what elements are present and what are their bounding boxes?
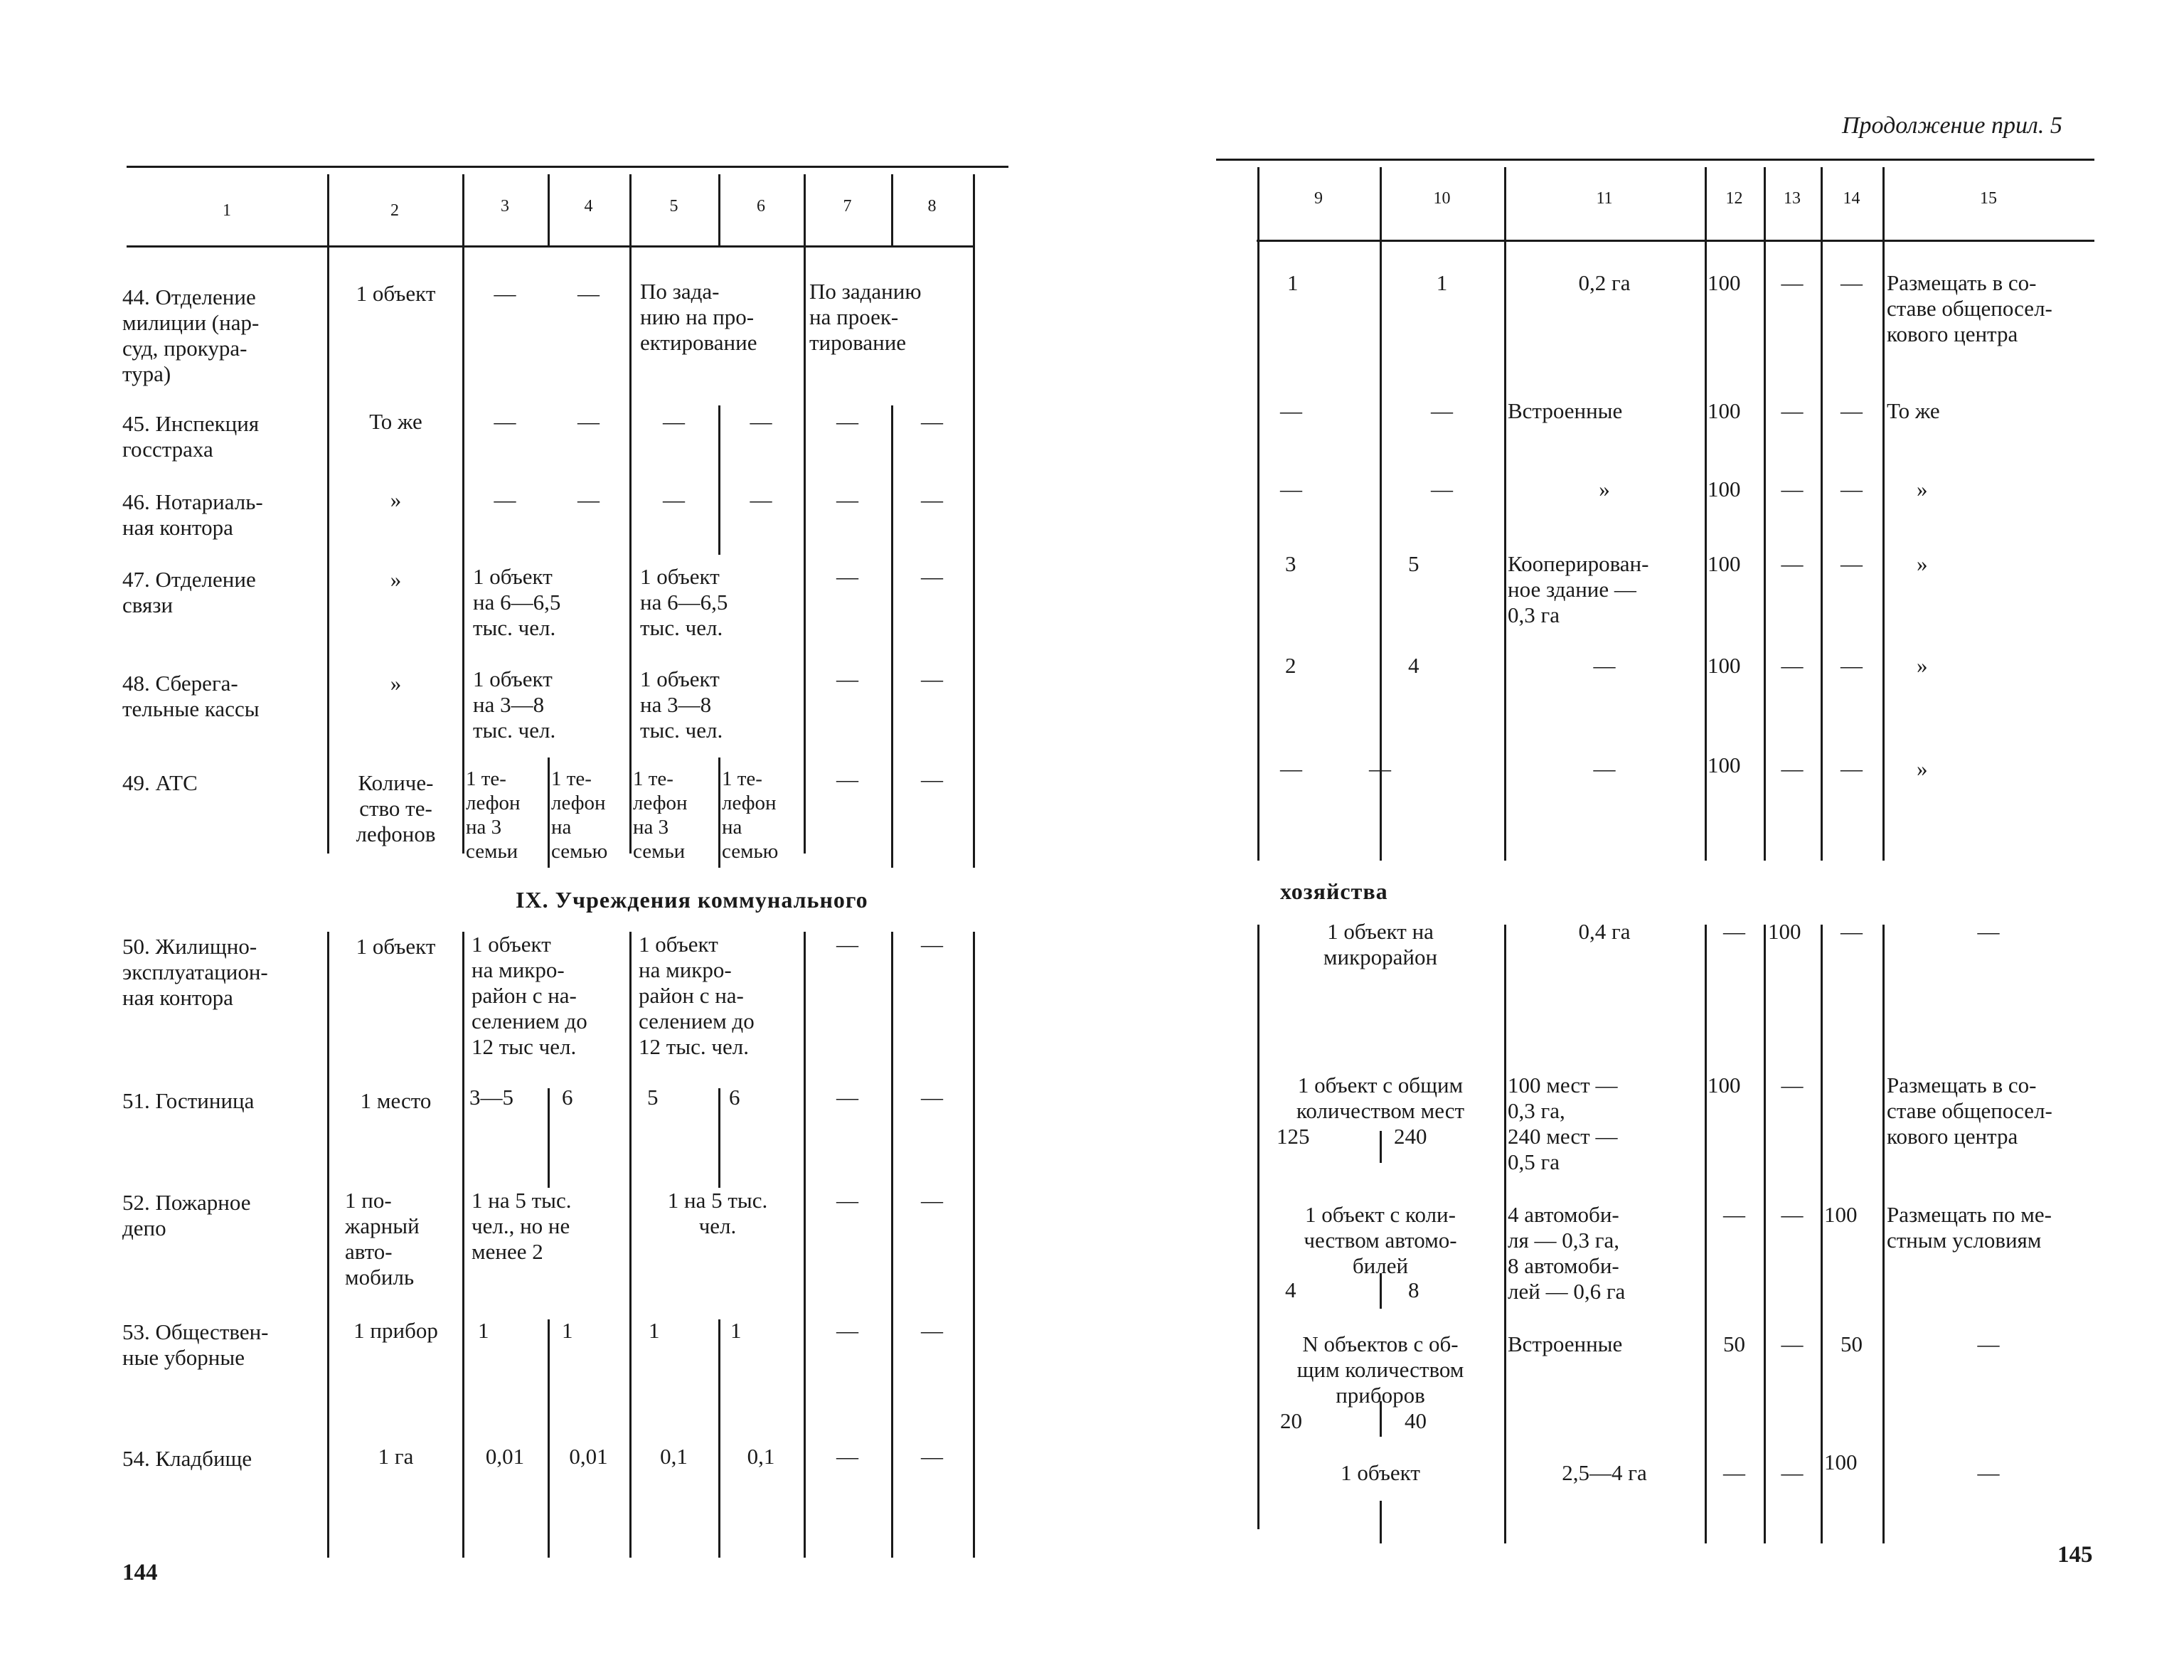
cell: 2 (1285, 653, 1296, 678)
row-unit: То же (369, 409, 422, 434)
cell: — (836, 564, 858, 589)
cell: 100 (1824, 1202, 1858, 1227)
cell: 1 объект на 6—6,5 тыс. чел. (640, 564, 728, 640)
col-header: 2 (390, 201, 399, 220)
cell: — (1280, 756, 1302, 781)
cell: — (836, 767, 858, 792)
cell: 1 (562, 1318, 573, 1343)
row-name: 45. Инспекция госстраха (122, 411, 260, 462)
cell: — (921, 409, 943, 434)
row-unit: » (390, 487, 402, 512)
cell: — (577, 409, 600, 434)
row-name: 50. Жилищно- эксплуатацион- ная контора (122, 934, 268, 1010)
cell: — (1781, 551, 1804, 576)
col-divider (1882, 925, 1885, 1543)
col-divider (1504, 925, 1506, 1543)
cell: — (836, 666, 858, 691)
cell: 100 (1708, 551, 1741, 576)
col-header: 13 (1784, 189, 1801, 208)
cell: — (1841, 653, 1863, 678)
cell: По заданию на проек- тирование (809, 279, 922, 355)
cell: — (1431, 398, 1453, 423)
cell: 1 объект с коли- чеством автомо- билей (1304, 1202, 1457, 1278)
col-header: 8 (927, 197, 937, 216)
cell: По зада- нию на про- ектирование (640, 279, 757, 355)
cell: 4 (1285, 1277, 1296, 1302)
cell: — (836, 1085, 858, 1110)
cell: — (921, 564, 943, 589)
row-unit: 1 объект (356, 281, 436, 306)
cell: 1 (478, 1318, 489, 1343)
cell: — (1369, 756, 1391, 781)
cell: — (1781, 270, 1804, 295)
cell: — (494, 487, 516, 512)
cell: — (836, 1188, 858, 1213)
cell: — (1781, 1331, 1804, 1356)
cell: — (836, 1318, 858, 1343)
cell: 1 объект на 3—8 тыс. чел. (473, 666, 556, 743)
row-name: 54. Кладбище (122, 1446, 252, 1471)
cell: 4 автомоби- ля — 0,3 га, 8 автомоби- лей — 0,6 га (1508, 1202, 1626, 1304)
cell: — (1781, 477, 1804, 501)
col-header: 10 (1433, 189, 1451, 208)
cell: — (1723, 1460, 1745, 1485)
cell: — (663, 487, 685, 512)
cell: — (921, 932, 943, 957)
cell: 1 на 5 тыс. чел. (667, 1188, 768, 1238)
cell: 1 те- лефон на 3 семьи (633, 767, 688, 863)
cell: — (577, 487, 600, 512)
cell: Встроенные (1508, 1331, 1623, 1356)
row-name: 44. Отделение милиции (нар- суд, прокура- тура) (122, 285, 260, 386)
col-header: 3 (501, 197, 509, 216)
cell: — (663, 409, 685, 434)
col-header: 6 (757, 197, 765, 216)
cell: 0,1 (747, 1444, 775, 1469)
cell: 125 (1277, 1124, 1310, 1149)
cell: 1 те- лефон на семью (722, 767, 779, 863)
cell: — (921, 1085, 943, 1110)
cell: — (1841, 551, 1863, 576)
col-divider (548, 1319, 550, 1558)
cell: 100 (1708, 477, 1741, 501)
row-unit: 1 объект (356, 934, 436, 959)
cell: 5 (647, 1085, 659, 1110)
row-name: 52. Пожарное депо (122, 1190, 251, 1240)
cell: Встроенные (1508, 398, 1623, 423)
cell: N объектов с об- щим количеством приборов (1296, 1331, 1464, 1408)
col-header: 11 (1596, 189, 1613, 208)
cell: 1 объект на 6—6,5 тыс. чел. (473, 564, 561, 640)
row-name: 51. Гостиница (122, 1088, 255, 1113)
cell: — (1723, 919, 1745, 944)
cell: 1 объект на микрорайон (1323, 919, 1438, 969)
cell: — (836, 487, 858, 512)
col-header: 5 (669, 197, 678, 216)
col-divider (1764, 925, 1766, 1543)
row-unit: 1 прибор (353, 1318, 438, 1343)
cell: — (1781, 398, 1804, 423)
col-divider (718, 757, 720, 868)
cell: 0,4 га (1578, 919, 1631, 944)
section-title: хозяйства (1280, 878, 1388, 904)
col-header: 4 (584, 197, 593, 216)
cell: Размещать по ме- стным условиям (1887, 1202, 2052, 1253)
cell: — (1841, 756, 1863, 781)
col-header: 7 (843, 197, 852, 216)
col-header: 1 (223, 201, 231, 220)
cell: — (921, 767, 943, 792)
cell: » (1599, 477, 1610, 501)
cell: — (836, 409, 858, 434)
cell: — (1841, 398, 1863, 423)
cell: 1 те- лефон на семью (551, 767, 608, 863)
cell: » (1917, 653, 1928, 678)
cell: 1 на 5 тыс. чел., но не менее 2 (472, 1188, 572, 1264)
cell: То же (1887, 398, 1940, 423)
top-rule (127, 166, 1008, 168)
cell: 6 (562, 1085, 573, 1110)
cell: 1 объект на 3—8 тыс. чел. (640, 666, 723, 743)
col-divider (718, 1088, 720, 1188)
cell: — (1781, 1202, 1804, 1227)
cell: 1 объект на микро- район с на- селением до 12 тыс. чел. (639, 932, 755, 1059)
row-unit: » (390, 671, 402, 696)
cell: 1 (1436, 270, 1448, 295)
cell: — (921, 487, 943, 512)
cell: 50 (1841, 1331, 1863, 1356)
cell: — (1841, 270, 1863, 295)
cell: 0,01 (569, 1444, 608, 1469)
col-divider (327, 174, 329, 854)
cell: — (921, 1318, 943, 1343)
cell: 5 (1408, 551, 1419, 576)
cell: 1 объект с общим количеством мест (1296, 1073, 1465, 1123)
cell: — (1593, 653, 1616, 678)
cell: Размещать в со- ставе общепосел- кового центра (1887, 1073, 2052, 1149)
row-name: 48. Сберега- тельные кассы (122, 671, 260, 721)
cell: 100 мест — 0,3 га, 240 мест — 0,5 га (1508, 1073, 1618, 1174)
page-number: 144 (122, 1560, 158, 1585)
col-header: 12 (1725, 189, 1743, 208)
row-name: 47. Отделение связи (122, 567, 256, 617)
cell: — (1781, 756, 1804, 781)
cell: 100 (1768, 919, 1801, 944)
cell: — (1781, 1460, 1804, 1485)
cell: 100 (1708, 398, 1741, 423)
row-name: 46. Нотариаль- ная контора (122, 489, 263, 540)
cell: » (1917, 756, 1928, 781)
col-header: 9 (1314, 189, 1323, 208)
col-divider (1821, 925, 1823, 1543)
cell: 1 объект на микро- район с на- селением до 12 тыс чел. (472, 932, 587, 1059)
col-divider (718, 1319, 720, 1558)
row-unit: » (390, 567, 402, 592)
col-divider (973, 174, 975, 868)
cell: 1 (649, 1318, 660, 1343)
col-divider (1705, 925, 1707, 1543)
cell: — (836, 932, 858, 957)
cell: — (1781, 1073, 1804, 1097)
row-unit: 1 по- жарный авто- мобиль (345, 1188, 420, 1290)
cell: 100 (1708, 653, 1741, 678)
cell: 240 (1394, 1124, 1427, 1149)
section-title: IX. Учреждения коммунального (516, 887, 868, 913)
col-divider (973, 932, 975, 1558)
row-unit: 1 га (378, 1444, 414, 1469)
cell: 100 (1708, 753, 1741, 777)
col-divider (804, 174, 806, 854)
cell: — (494, 409, 516, 434)
col-divider (1705, 167, 1707, 861)
cell: — (921, 1444, 943, 1469)
cell: — (750, 487, 772, 512)
col-divider (1380, 1131, 1382, 1163)
cell: — (921, 666, 943, 691)
header-rule (1257, 240, 2094, 242)
cell: 20 (1280, 1408, 1302, 1433)
cell: » (1917, 477, 1928, 501)
cell: 0,01 (485, 1444, 525, 1469)
col-divider (1380, 1501, 1382, 1543)
cell: — (921, 1188, 943, 1213)
col-header: 15 (1980, 189, 1997, 208)
cell: 3—5 (469, 1085, 513, 1110)
col-divider (548, 1088, 550, 1188)
row-unit: Количе- ство те- лефонов (356, 770, 436, 846)
cell: Размещать в со- ставе общепосел- кового центра (1887, 270, 2052, 346)
cell: — (577, 281, 600, 306)
cell: — (750, 409, 772, 434)
col-divider (1257, 167, 1259, 861)
cell: — (1431, 477, 1453, 501)
cell: — (1977, 919, 2000, 944)
page-number: 145 (2057, 1542, 2093, 1568)
row-name: 49. АТС (122, 770, 198, 795)
right-page (1092, 0, 2184, 1680)
cell: 2,5—4 га (1562, 1460, 1647, 1485)
col-divider (462, 174, 464, 854)
cell: — (1781, 653, 1804, 678)
cell: — (1841, 919, 1863, 944)
cell: 1 (1287, 270, 1299, 295)
cell: — (1723, 1202, 1745, 1227)
cell: 50 (1723, 1331, 1745, 1356)
cell: 1 те- лефон на 3 семьи (466, 767, 521, 863)
cell: 100 (1708, 1073, 1741, 1097)
col-divider (548, 757, 550, 868)
cell: — (1841, 477, 1863, 501)
cell: 1 объект (1341, 1460, 1420, 1485)
cell: 0,1 (660, 1444, 688, 1469)
row-name: 53. Обществен- ные уборные (122, 1319, 269, 1370)
col-divider (629, 174, 632, 854)
cell: 100 (1824, 1450, 1858, 1474)
cell: 6 (729, 1085, 740, 1110)
cell: — (1593, 756, 1616, 781)
cell: — (836, 1444, 858, 1469)
cell: — (494, 281, 516, 306)
cell: — (1280, 398, 1302, 423)
top-rule (1216, 159, 2094, 161)
cell: 4 (1408, 653, 1419, 678)
cell: — (1280, 477, 1302, 501)
col-divider (1882, 167, 1885, 861)
cell: » (1917, 551, 1928, 576)
row-unit: 1 место (360, 1088, 432, 1113)
cell: 40 (1405, 1408, 1427, 1433)
cell: 8 (1408, 1277, 1419, 1302)
cell: 3 (1285, 551, 1296, 576)
col-header: 14 (1843, 189, 1860, 208)
cell: 0,2 га (1578, 270, 1631, 295)
cell: — (1977, 1331, 2000, 1356)
header-rule (127, 245, 973, 248)
col-divider (891, 405, 893, 868)
cell: — (1977, 1460, 2000, 1485)
cell: 100 (1708, 270, 1741, 295)
continuation-caption: Продолжение прил. 5 (1842, 112, 2062, 139)
cell: 1 (730, 1318, 742, 1343)
cell: Кооперирован- ное здание — 0,3 га (1508, 551, 1649, 627)
